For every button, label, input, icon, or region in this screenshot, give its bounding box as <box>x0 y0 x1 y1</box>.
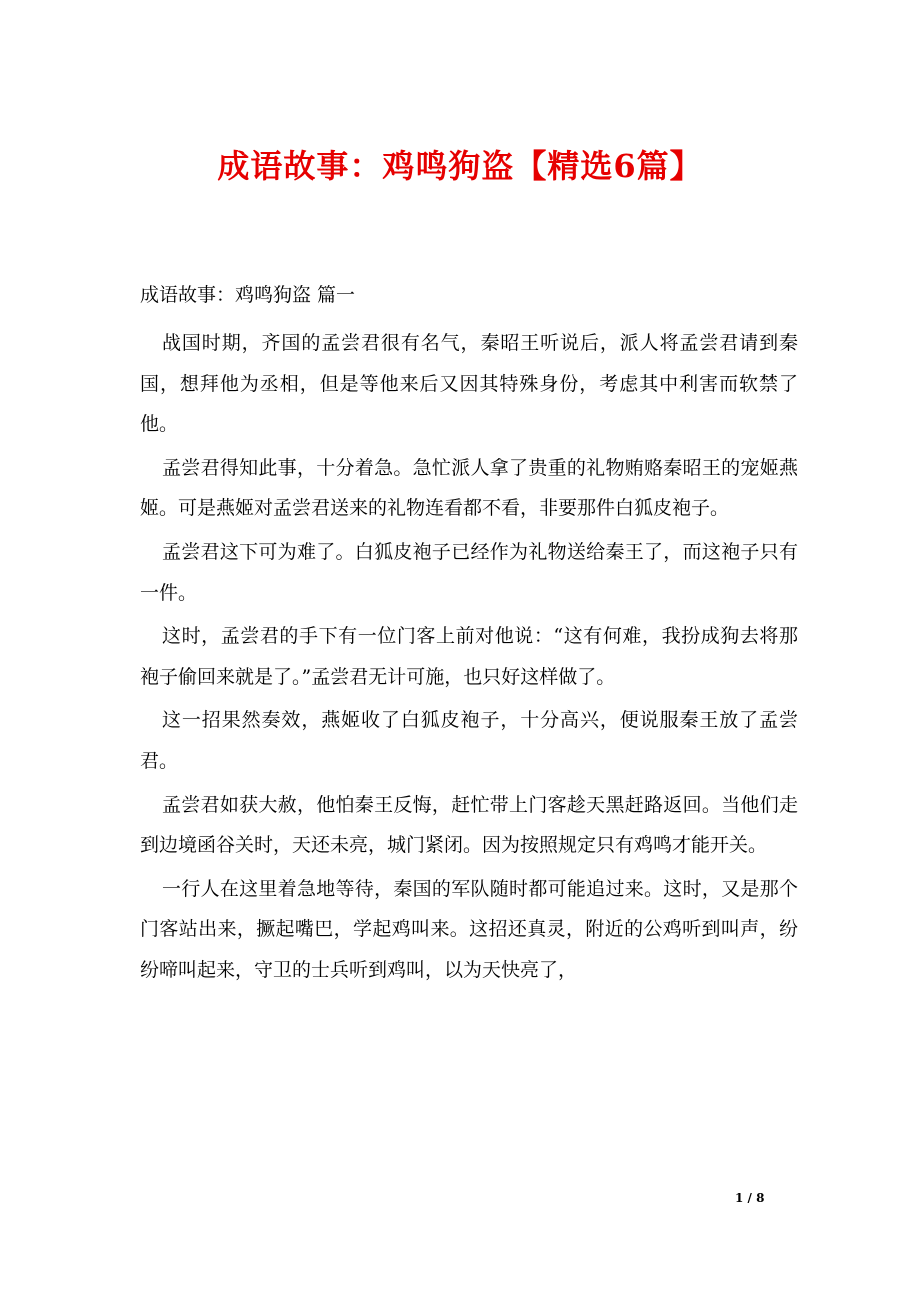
paragraph: 孟尝君得知此事，十分着急。急忙派人拿了贵重的礼物贿赂秦昭王的宠姬燕姬。可是燕姬对孟尝君送来的礼物连看都不看，非要那件白狐皮袍子。 <box>140 456 798 520</box>
paragraph: 一行人在这里着急地等待，秦国的军队随时都可能追过来。这时，又是那个门客站出来，撅起嘴巴，学起鸡叫来。这招还真灵，附近的公鸡听到叫声，纷纷啼叫起来，守卫的士兵听到鸡叫，以为天快亮了， <box>140 877 798 981</box>
paragraph: 这一招果然奏效，燕姬收了白狐皮袍子，十分高兴，便说服秦王放了孟尝君。 <box>140 709 798 772</box>
section-heading: 成语故事：鸡鸣狗盗 篇一 <box>140 284 356 306</box>
paragraph: 这时，孟尝君的手下有一位门客上前对他说：“这有何难，我扮成狗去将那袍子偷回来就是了。”孟尝君无计可施，也只好这样做了。 <box>140 625 798 688</box>
paragraph: 战国时期，齐国的孟尝君很有名气，秦昭王听说后，派人将孟尝君请到秦国，想拜他为丞相，但是等他来后又因其特殊身份，考虑其中利害而软禁了他。 <box>140 332 798 436</box>
document-body <box>140 323 798 994</box>
paragraph: 孟尝君如获大赦，他怕秦王反悔，赶忙带上门客趁天黑赶路返回。当他们走到边境函谷关时，天还未亮，城门紧闭。因为按照规定只有鸡鸣才能开关。 <box>140 793 798 857</box>
paragraph: 孟尝君这下可为难了。白狐皮袍子已经作为礼物送给秦王了，而这袍子只有一件。 <box>140 540 798 604</box>
page-number: 1 / 8 <box>735 1191 765 1205</box>
document-title: 成语故事：鸡鸣狗盗【精选6篇】 <box>217 147 703 185</box>
